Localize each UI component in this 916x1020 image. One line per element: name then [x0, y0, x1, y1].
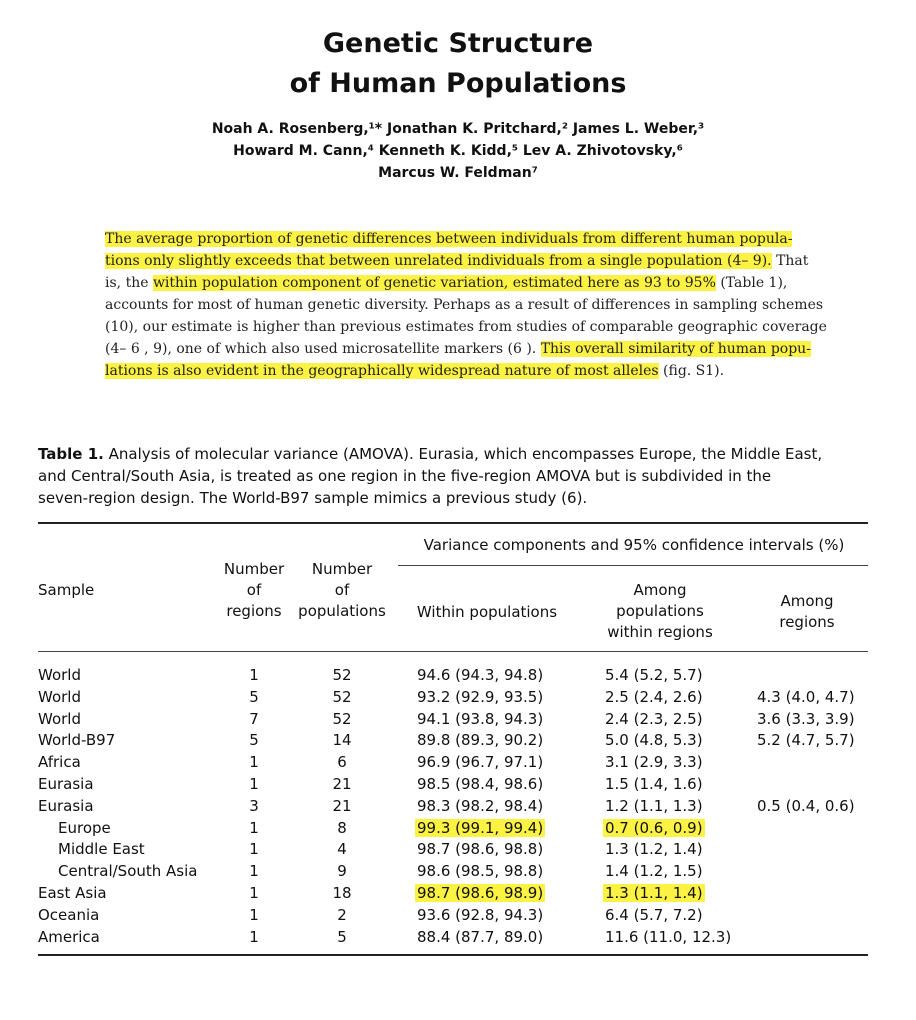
cell-sample — [38, 708, 81, 730]
cell-value: 7 — [249, 709, 259, 728]
cell-num-populations — [304, 773, 380, 795]
cell-among-regions — [757, 708, 867, 730]
caption-line: seven-region design. The World-B97 sample mimics a previous study (6). — [38, 489, 588, 507]
author-line: Howard M. Cann,⁴ Kenneth K. Kidd,⁵ Lev A. Zhivotovsky,⁶ — [233, 143, 683, 159]
cell-num-populations — [304, 686, 380, 708]
cell-sample — [58, 838, 145, 860]
author-list — [0, 118, 916, 184]
cell-value: 1.5 (1.4, 1.6) — [605, 775, 703, 793]
caption-line — [38, 443, 878, 465]
cell-value: 4.3 (4.0, 4.7) — [757, 687, 855, 706]
cell-num-populations — [304, 708, 380, 730]
cell-value: 1 — [249, 905, 259, 924]
cell-value: World — [38, 687, 81, 706]
cell-sample — [38, 751, 81, 773]
header-line: Number — [223, 560, 285, 578]
abstract-text: (10), our estimate is higher than previous estimates from studies of comparable geographic coverage — [105, 319, 827, 335]
cell-value: 52 — [332, 687, 352, 706]
cell-value: 6.4 (5.7, 7.2) — [605, 905, 703, 924]
cell-within-populations — [417, 817, 557, 839]
table-row — [0, 729, 916, 751]
cell-num-regions — [232, 838, 276, 860]
table-row — [0, 926, 916, 948]
cell-value: 1 — [249, 862, 259, 881]
cell-value: 14 — [332, 731, 352, 750]
cell-num-regions — [232, 926, 276, 948]
variance-group-rule — [398, 565, 868, 566]
table-bottom-rule — [38, 954, 868, 956]
cell-value: 21 — [332, 796, 352, 815]
table-row — [0, 795, 916, 817]
cell-value: 98.7 (98.6, 98.8) — [417, 840, 544, 859]
cell-value: 2 — [337, 905, 347, 924]
cell-among-regions — [757, 795, 867, 817]
cell-value: 94.1 (93.8, 94.3) — [417, 709, 544, 728]
header-bottom-rule — [38, 651, 868, 652]
cell-sample — [38, 773, 94, 795]
abstract-text: (fig. S1). — [658, 363, 725, 379]
header-line: of — [334, 581, 350, 599]
cell-value: Africa — [38, 753, 81, 772]
table-top-rule — [38, 522, 868, 524]
cell-value: 21 — [332, 775, 352, 793]
header-line: populations — [616, 602, 704, 620]
cell-sample — [38, 882, 107, 904]
cell-among-populations — [605, 904, 745, 926]
cell-num-populations — [304, 664, 380, 686]
cell-num-populations — [304, 751, 380, 773]
cell-among-populations — [605, 686, 745, 708]
table-row — [0, 751, 916, 773]
cell-within-populations — [417, 795, 557, 817]
abstract-line — [105, 250, 827, 272]
cell-sample — [38, 926, 100, 948]
cell-num-regions — [232, 860, 276, 882]
cell-value: East Asia — [38, 884, 107, 902]
cell-among-regions — [757, 686, 867, 708]
table-row — [0, 904, 916, 926]
cell-num-regions — [232, 751, 276, 773]
cell-value: 98.7 (98.6, 98.9) — [417, 884, 544, 902]
cell-value: 5.0 (4.8, 5.3) — [605, 731, 703, 750]
caption-text: Analysis of molecular variance (AMOVA). Eurasia, which encompasses Europe, the Middle East, — [103, 445, 823, 463]
cell-value: 1 — [249, 840, 259, 859]
cell-num-populations — [304, 860, 380, 882]
cell-num-regions — [232, 729, 276, 751]
cell-value: Oceania — [38, 905, 100, 924]
cell-value: America — [38, 927, 100, 946]
cell-value: 93.6 (92.8, 94.3) — [417, 905, 544, 924]
cell-value: 1 — [249, 753, 259, 772]
author-line: Marcus W. Feldman⁷ — [378, 165, 538, 181]
highlighted-text: The average proportion of genetic differences between individuals from different human popula- — [105, 231, 793, 247]
table-row — [0, 708, 916, 730]
cell-among-populations — [605, 860, 745, 882]
cell-value: 52 — [332, 666, 352, 684]
cell-value: 96.9 (96.7, 97.1) — [417, 753, 544, 772]
cell-within-populations — [417, 708, 557, 730]
cell-num-regions — [232, 686, 276, 708]
cell-value: 4 — [337, 840, 347, 859]
cell-value: 8 — [337, 818, 347, 837]
cell-value: 98.3 (98.2, 98.4) — [417, 796, 544, 815]
cell-value: 1.3 (1.1, 1.4) — [605, 884, 703, 902]
cell-value: 1.4 (1.2, 1.5) — [605, 862, 703, 881]
cell-sample — [38, 729, 115, 751]
cell-value: 18 — [332, 884, 352, 902]
cell-value: 11.6 (11.0, 12.3) — [605, 927, 732, 946]
abstract-text: accounts for most of human genetic diversity. Perhaps as a result of differences in sampling schemes — [105, 297, 824, 313]
cell-among-populations — [605, 817, 745, 839]
cell-value: World — [38, 709, 81, 728]
cell-num-populations — [304, 882, 380, 904]
header-line: regions — [226, 602, 282, 620]
table-row — [0, 882, 916, 904]
abstract-line — [105, 272, 827, 294]
author-line: Noah A. Rosenberg,¹* Jonathan K. Pritchard,² James L. Weber,³ — [211, 121, 705, 137]
cell-sample — [58, 860, 197, 882]
cell-within-populations — [417, 664, 557, 686]
header-line: Number — [311, 560, 373, 578]
cell-among-populations — [605, 708, 745, 730]
table-row — [0, 817, 916, 839]
cell-value: 98.6 (98.5, 98.8) — [417, 862, 544, 881]
cell-value: 5 — [337, 927, 347, 946]
cell-value: Central/South Asia — [58, 862, 198, 881]
cell-value: 1 — [249, 775, 259, 793]
cell-value: 0.7 (0.6, 0.9) — [605, 818, 703, 837]
highlighted-text: within population component of genetic variation, estimated here as 93 to 95% — [152, 275, 716, 291]
cell-value: 93.2 (92.9, 93.5) — [417, 687, 544, 706]
cell-within-populations — [417, 860, 557, 882]
abstract-line — [105, 316, 827, 338]
cell-num-populations — [304, 795, 380, 817]
table-row — [0, 773, 916, 795]
abstract-paragraph — [105, 228, 827, 382]
highlighted-text: lations is also evident in the geographically widespread nature of most alleles — [105, 363, 659, 379]
variance-group-header: Variance components and 95% confidence intervals (%) — [423, 536, 845, 554]
abstract-text: is, the — [105, 275, 153, 291]
cell-num-populations — [304, 817, 380, 839]
cell-among-populations — [605, 773, 745, 795]
cell-value: 9 — [337, 862, 347, 881]
cell-num-populations — [304, 926, 380, 948]
cell-value: 3.6 (3.3, 3.9) — [757, 709, 855, 728]
cell-value: World-B97 — [38, 731, 116, 750]
cell-num-regions — [232, 882, 276, 904]
header-line: Among — [633, 581, 687, 599]
cell-among-populations — [605, 751, 745, 773]
cell-num-populations — [304, 904, 380, 926]
abstract-line — [105, 338, 827, 360]
cell-within-populations — [417, 882, 557, 904]
cell-value: 1 — [249, 884, 259, 902]
abstract-line — [105, 228, 827, 250]
cell-within-populations — [417, 729, 557, 751]
highlighted-text: This overall similarity of human popu- — [540, 341, 811, 357]
cell-within-populations — [417, 751, 557, 773]
table-row — [0, 860, 916, 882]
cell-value: 0.5 (0.4, 0.6) — [757, 796, 855, 815]
cell-sample — [38, 904, 99, 926]
abstract-text: (Table 1), — [715, 275, 788, 291]
cell-value: 99.3 (99.1, 99.4) — [417, 818, 544, 837]
highlighted-text: tions only slightly exceeds that between unrelated individuals from a single population (4– 9). — [105, 253, 772, 269]
header-among-populations — [590, 580, 730, 643]
cell-num-regions — [232, 817, 276, 839]
cell-within-populations — [417, 926, 557, 948]
cell-value: 1 — [249, 666, 259, 684]
cell-value: Eurasia — [38, 775, 94, 793]
cell-value: 1 — [249, 818, 259, 837]
cell-among-populations — [605, 882, 745, 904]
cell-among-populations — [605, 729, 745, 751]
abstract-line — [105, 294, 827, 316]
cell-value: 5 — [249, 687, 259, 706]
cell-value: 2.4 (2.3, 2.5) — [605, 709, 703, 728]
abstract-text: (4– 6 , 9), one of which also used microsatellite markers (6 ). — [105, 341, 541, 357]
cell-among-populations — [605, 838, 745, 860]
title-line: Genetic Structure — [322, 28, 594, 59]
caption-label: Table 1. — [38, 445, 104, 463]
cell-value: 5.2 (4.7, 5.7) — [757, 731, 855, 750]
abstract-text: That — [771, 253, 809, 269]
header-num-regions — [216, 559, 292, 622]
title-line: of Human Populations — [289, 68, 627, 99]
cell-value: 6 — [337, 753, 347, 772]
cell-num-populations — [304, 838, 380, 860]
cell-among-populations — [605, 926, 745, 948]
cell-value: 2.5 (2.4, 2.6) — [605, 687, 703, 706]
cell-num-regions — [232, 904, 276, 926]
cell-value: 3 — [249, 796, 259, 815]
abstract-line — [105, 360, 827, 382]
cell-value: Eurasia — [38, 796, 94, 815]
paper-title — [0, 24, 916, 104]
cell-sample — [38, 664, 81, 686]
cell-value: Middle East — [58, 840, 145, 859]
header-sample: Sample — [38, 581, 95, 599]
cell-among-regions — [757, 729, 867, 751]
cell-within-populations — [417, 773, 557, 795]
header-within-populations: Within populations — [416, 603, 558, 621]
cell-value: 88.4 (87.7, 89.0) — [417, 927, 544, 946]
cell-num-regions — [232, 795, 276, 817]
header-line: of — [246, 581, 262, 599]
cell-among-populations — [605, 664, 745, 686]
cell-value: 3.1 (2.9, 3.3) — [605, 753, 703, 772]
table-row — [0, 686, 916, 708]
cell-value: World — [38, 666, 81, 684]
cell-value: Europe — [58, 818, 111, 837]
caption-line: and Central/South Asia, is treated as one region in the five-region AMOVA but is subdivided in the — [38, 467, 772, 485]
cell-sample — [38, 795, 94, 817]
cell-value: 1.3 (1.2, 1.4) — [605, 840, 703, 859]
cell-value: 89.8 (89.3, 90.2) — [417, 731, 544, 750]
cell-value: 1.2 (1.1, 1.3) — [605, 796, 703, 815]
cell-within-populations — [417, 838, 557, 860]
header-among-regions — [752, 591, 862, 633]
cell-num-regions — [232, 708, 276, 730]
cell-within-populations — [417, 904, 557, 926]
cell-within-populations — [417, 686, 557, 708]
header-line: populations — [298, 602, 386, 620]
cell-num-regions — [232, 664, 276, 686]
header-num-populations — [290, 559, 394, 622]
cell-value: 5.4 (5.2, 5.7) — [605, 666, 703, 684]
cell-value: 52 — [332, 709, 352, 728]
header-line: Among — [780, 592, 834, 610]
cell-value: 94.6 (94.3, 94.8) — [417, 666, 544, 684]
header-line: regions — [779, 613, 835, 631]
cell-value: 98.5 (98.4, 98.6) — [417, 775, 544, 793]
cell-value: 5 — [249, 731, 259, 750]
cell-value: 1 — [249, 927, 259, 946]
table-row — [0, 664, 916, 686]
table-row — [0, 838, 916, 860]
cell-among-populations — [605, 795, 745, 817]
table-caption — [38, 443, 878, 509]
cell-num-regions — [232, 773, 276, 795]
cell-num-populations — [304, 729, 380, 751]
cell-sample — [58, 817, 111, 839]
cell-sample — [38, 686, 81, 708]
header-line: within regions — [607, 623, 713, 641]
